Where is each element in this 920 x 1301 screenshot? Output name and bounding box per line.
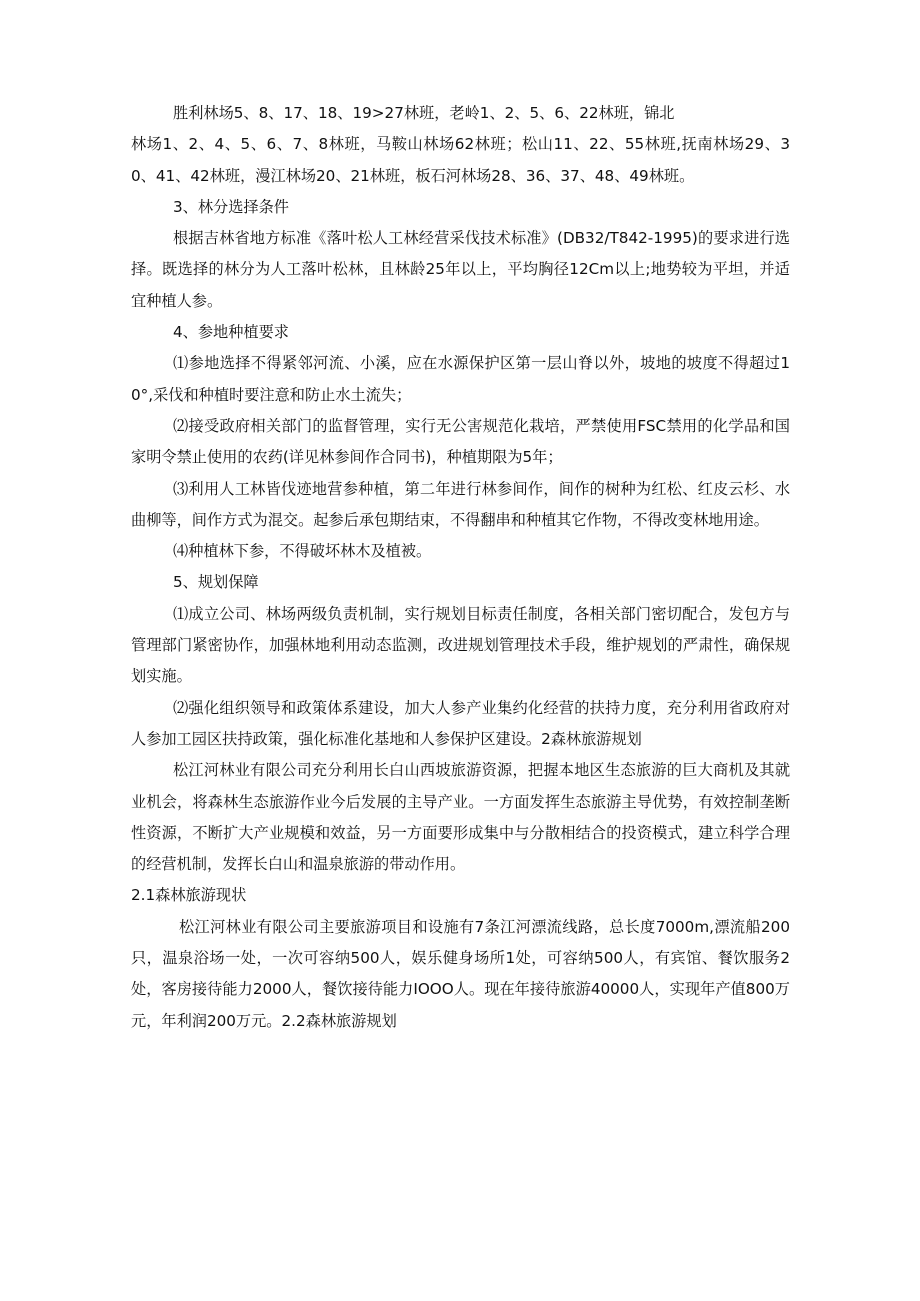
paragraph-requirement-2: ⑵接受政府相关部门的监督管理，实行无公害规范化栽培，严禁使用FSC禁用的化学品和国家明令禁止使用的农药(详见林参间作合同书)，种植期限为5年； [131, 416, 790, 467]
paragraph-requirement-3: ⑶利用人工林皆伐迹地营参种植，第二年进行林参间作，间作的树种为红松、红皮云杉、水曲柳等，间作方式为混交。起参后承包期结束，不得翻串和种植其它作物，不得改变林地用途。 [131, 479, 790, 529]
document-body [131, 98, 790, 1037]
heading-ginseng-requirements: 4、参地种植要求 [173, 323, 289, 342]
paragraph-forest-classes-1: 胜利林场5、8、17、18、19>27林班，老岭1、2、5、6、22林班，锦北 [173, 104, 675, 122]
paragraph-requirement-4: ⑷种植林下参，不得破坏林木及植被。 [173, 542, 432, 561]
paragraph-guarantee-2: ⑵强化组织领导和政策体系建设，加大人参产业集约化经营的扶持力度，充分利用省政府对人参加工园区扶持政策，强化标准化基地和人参保护区建设。2森林旅游规划 [131, 698, 790, 748]
heading-planning-guarantee: 5、规划保障 [173, 573, 259, 592]
paragraph-guarantee-1: ⑴成立公司、林场两级负责机制，实行规划目标责任制度，各相关部门密切配合，发包方与管理部门紧密协作，加强林地利用动态监测，改进规划管理技术手段，维护规划的严肃性，确保规划实施。 [131, 604, 790, 686]
heading-tourism-status: 2.1森林旅游现状 [131, 886, 247, 905]
paragraph-tourism-status: 松江河林业有限公司主要旅游项目和设施有7条江河漂流线路，总长度7000m,漂流船200只，温泉浴场一处，一次可容纳500人，娱乐健身场所1处，可容纳500人，有宾馆、餐饮服务2处，客房接待能力2000人，餐饮接待能力IOOO人。现在年接待旅游40000人，实现年产值800万元，年利润200万元。2.2森林旅游规划 [131, 917, 790, 1030]
paragraph-requirement-1: ⑴参地选择不得紧邻河流、小溪，应在水源保护区第一层山脊以外，坡地的坡度不得超过10°,采伐和种植时要注意和防止水土流失； [131, 354, 790, 404]
heading-stand-selection: 3、林分选择条件 [173, 197, 289, 216]
paragraph-stand-selection: 根据吉林省地方标准《落叶松人工林经营采伐技术标准》(DB32/T842-1995)的要求进行选择。既选择的林分为人工落叶松林，且林龄25年以上，平均胸径12Cm以上;地势较为平坦，并适宜种植人参。 [131, 229, 790, 310]
paragraph-forest-classes-2: 林场1、2、4、5、6、7、8林班，马鞍山林场62林班；松山11、22、55林班,抚南林场29、30、41、42林班，漫江林场20、21林班，板石河林场28、36、37、48、49林班。 [131, 135, 790, 185]
paragraph-tourism-planning: 松江河林业有限公司充分利用长白山西坡旅游资源，把握本地区生态旅游的巨大商机及其就业机会，将森林生态旅游作业今后发展的主导产业。一方面发挥生态旅游主导优势，有效控制垄断性资源，不断扩大产业规模和效益，另一方面要形成集中与分散相结合的投资模式，建立科学合理的经营机制，发挥长白山和温泉旅游的带动作用。 [131, 761, 790, 874]
